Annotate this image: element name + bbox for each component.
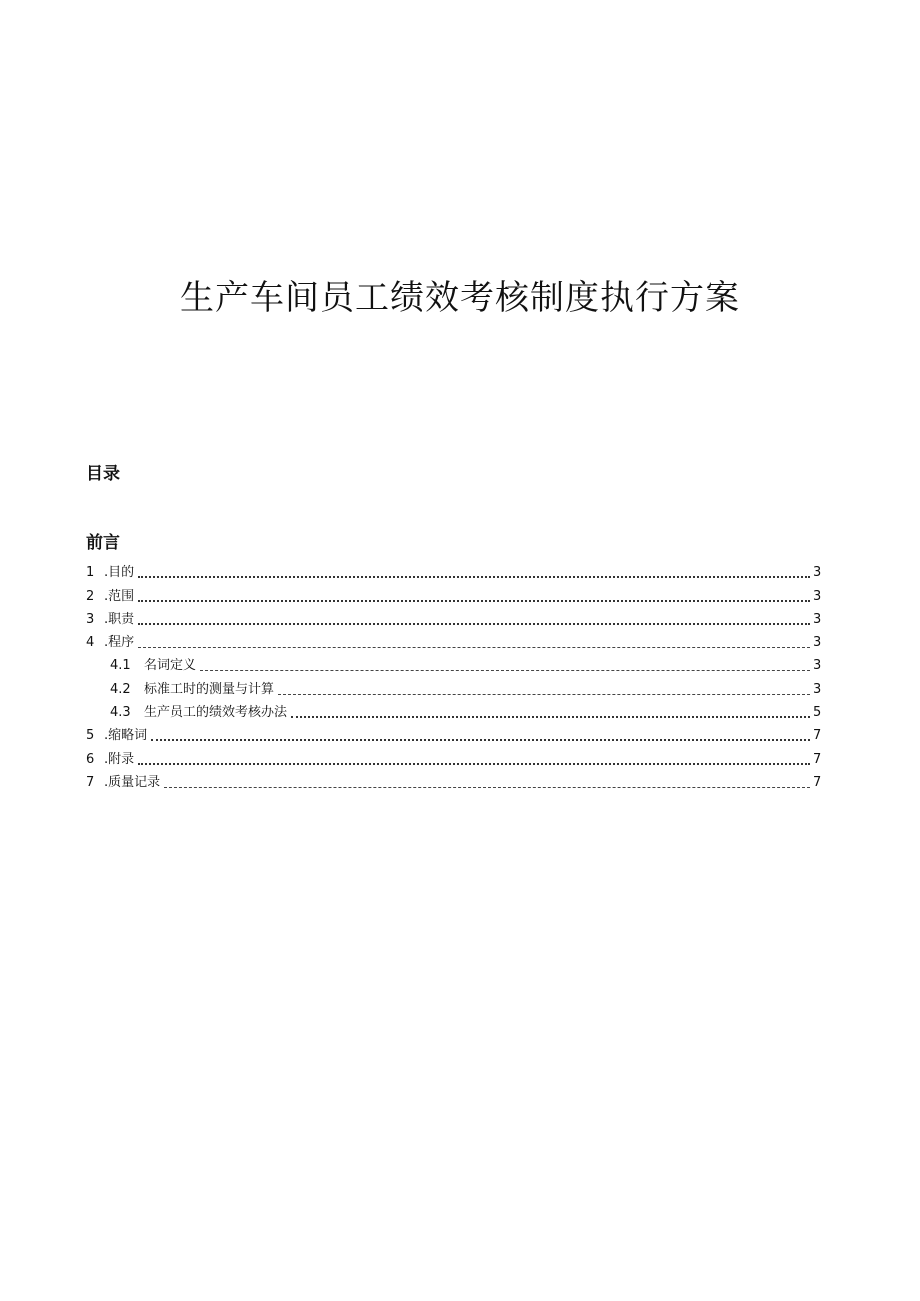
toc-entry-definitions[interactable]	[86, 652, 821, 675]
toc-entry-purpose[interactable]	[86, 559, 821, 582]
toc-leader	[291, 716, 810, 718]
toc-entry-page: 3	[813, 681, 822, 697]
toc-entry-page: 7	[813, 751, 822, 767]
toc-leader	[151, 739, 810, 741]
toc-entry-page: 7	[813, 774, 822, 790]
toc-entry-responsibilities[interactable]	[86, 606, 821, 629]
toc-entry-page: 5	[813, 705, 822, 721]
toc-entry-label: .质量记录	[104, 774, 161, 790]
toc-entry-label: .程序	[104, 635, 135, 651]
toc-leader	[138, 576, 810, 578]
toc-entry-number: 1	[86, 565, 95, 581]
toc-entry-page: 7	[813, 728, 822, 744]
toc-entry-label: .目的	[104, 565, 135, 581]
toc-leader	[138, 647, 810, 648]
toc-entry-number: 3	[86, 611, 95, 627]
toc-entry-label: 生产员工的绩效考核办法	[144, 705, 288, 721]
toc-leader	[164, 787, 810, 788]
toc-entry-number: 4	[86, 635, 95, 651]
toc-list	[86, 559, 821, 792]
toc-entry-number: 6	[86, 751, 95, 767]
toc-entry-number: 5	[86, 728, 95, 744]
toc-leader	[138, 763, 810, 765]
toc-leader	[138, 600, 810, 602]
document-title: 生产车间员工绩效考核制度执行方案	[180, 278, 740, 318]
toc-heading: 目录	[86, 464, 120, 484]
toc-entry-procedure[interactable]	[86, 629, 821, 652]
toc-leader	[278, 694, 810, 695]
toc-entry-page: 3	[813, 635, 822, 651]
toc-leader	[138, 623, 810, 625]
toc-entry-page: 3	[813, 611, 822, 627]
toc-entry-number: 4.3	[110, 705, 131, 721]
toc-entry-scope[interactable]	[86, 582, 821, 605]
toc-entry-appendix[interactable]	[86, 745, 821, 768]
toc-entry-label: .附录	[104, 751, 135, 767]
toc-entry-number: 4.2	[110, 681, 131, 697]
toc-entry-label: 标准工时的测量与计算	[144, 681, 275, 697]
toc-leader	[200, 670, 810, 671]
toc-entry-abbreviations[interactable]	[86, 722, 821, 745]
toc-entry-label: 名词定义	[144, 658, 197, 674]
toc-entry-page: 3	[813, 565, 822, 581]
toc-entry-standard-time[interactable]	[86, 675, 821, 698]
toc-entry-number: 4.1	[110, 658, 131, 674]
toc-entry-number: 7	[86, 774, 95, 790]
toc-entry-page: 3	[813, 588, 822, 604]
toc-entry-page: 3	[813, 658, 822, 674]
toc-preface-heading: 前言	[86, 533, 120, 553]
toc-entry-label: .缩略词	[104, 728, 148, 744]
toc-entry-assessment-method[interactable]	[86, 699, 821, 722]
toc-entry-label: .范围	[104, 588, 135, 604]
toc-entry-label: .职责	[104, 611, 135, 627]
toc-entry-number: 2	[86, 588, 95, 604]
toc-entry-quality-records[interactable]	[86, 769, 821, 792]
